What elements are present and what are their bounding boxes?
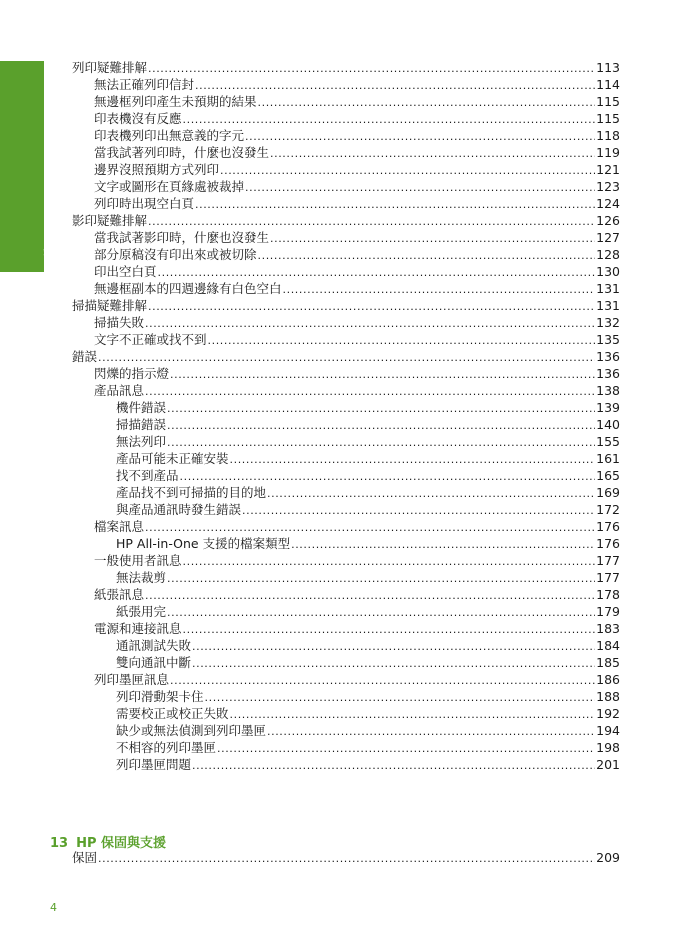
dot-leader <box>170 671 595 688</box>
toc-entry-page: 130 <box>596 264 620 279</box>
toc-entry-page: 140 <box>596 417 620 432</box>
toc-entry[interactable] <box>116 467 620 484</box>
dot-leader <box>291 535 595 552</box>
toc-entry-page: 127 <box>596 230 620 245</box>
toc-entry-page: 121 <box>596 162 620 177</box>
toc-entry-title: 列印滑動架卡住 <box>116 689 204 704</box>
dot-leader <box>180 467 596 484</box>
toc-entry-title: 文字不正確或找不到 <box>94 332 207 347</box>
toc-entry-title: 保固 <box>72 850 98 865</box>
dot-leader <box>145 518 595 535</box>
toc-entry-title: 找不到產品 <box>116 468 179 483</box>
dot-leader <box>230 450 596 467</box>
toc-entry-title: 邊界沒照預期方式列印 <box>94 162 220 177</box>
toc-entry-title: 列印時出現空白頁 <box>94 196 195 211</box>
toc-entry[interactable] <box>94 195 620 212</box>
toc-entry-page: 185 <box>596 655 620 670</box>
toc-entry-title: 掃描疑難排解 <box>72 298 148 313</box>
dot-leader <box>98 849 595 866</box>
toc-entry-title: 列印疑難排解 <box>72 60 148 75</box>
toc-entry-title: 產品找不到可掃描的目的地 <box>116 485 267 500</box>
toc-entry-title: 當我試著影印時，什麼也沒發生 <box>94 230 270 245</box>
dot-leader <box>145 382 595 399</box>
toc-entry-page: 136 <box>596 366 620 381</box>
toc-entry-page: 132 <box>596 315 620 330</box>
toc-entry[interactable] <box>116 484 620 501</box>
toc-entry-page: 176 <box>596 519 620 534</box>
toc-entry-title: 錯誤 <box>72 349 98 364</box>
toc-entry[interactable] <box>94 382 620 399</box>
toc-entry-page: 178 <box>596 587 620 602</box>
chapter-number: 13 <box>50 836 69 851</box>
toc-entry-page: 169 <box>596 485 620 500</box>
toc-entry[interactable] <box>94 246 620 263</box>
toc-entry-page: 179 <box>596 604 620 619</box>
dot-leader <box>242 501 595 518</box>
dot-leader <box>192 654 595 671</box>
toc-entry-page: 123 <box>596 179 620 194</box>
toc-entry-title: 無邊框副本的四週邊緣有白色空白 <box>94 281 282 296</box>
toc-entry[interactable] <box>116 637 620 654</box>
toc-entry-page: 118 <box>596 128 620 143</box>
toc-entry[interactable] <box>116 433 620 450</box>
dot-leader <box>270 144 595 161</box>
toc-entry[interactable] <box>72 59 620 76</box>
toc-entry-page: 177 <box>596 570 620 585</box>
toc-entry-title: 無法列印 <box>116 434 167 449</box>
toc-entry-page: 155 <box>596 434 620 449</box>
toc-entry[interactable] <box>94 314 620 331</box>
dot-leader <box>208 331 596 348</box>
toc-entry[interactable] <box>116 654 620 671</box>
toc-entry[interactable] <box>116 705 620 722</box>
toc-entry-page: 194 <box>596 723 620 738</box>
toc-entry[interactable] <box>94 161 620 178</box>
toc-entry[interactable] <box>94 586 620 603</box>
toc-entry-page: 131 <box>596 298 620 313</box>
toc-entry-page: 183 <box>596 621 620 636</box>
toc-entry-title: 無法裁剪 <box>116 570 167 585</box>
toc-entry-page: 135 <box>596 332 620 347</box>
dot-leader <box>258 246 596 263</box>
toc-entry-page: 198 <box>596 740 620 755</box>
toc-entry-title: 紙張用完 <box>116 604 167 619</box>
toc-entry-title: 不相容的列印墨匣 <box>116 740 217 755</box>
toc-entry-page: 177 <box>596 553 620 568</box>
toc-entry-page: 128 <box>596 247 620 262</box>
toc-entry-title: 閃爍的指示燈 <box>94 366 170 381</box>
toc-entry-title: 需要校正或校正失敗 <box>116 706 229 721</box>
dot-leader <box>145 314 595 331</box>
toc-entry-page: 186 <box>596 672 620 687</box>
chapter-title: HP 保固與支援 <box>76 836 167 851</box>
toc-entry-title: 印表機沒有反應 <box>94 111 182 126</box>
dot-leader <box>167 569 595 586</box>
toc-entry[interactable] <box>94 127 620 144</box>
toc-entry[interactable] <box>94 280 620 297</box>
toc-entry[interactable] <box>94 93 620 110</box>
toc-entry-page: 131 <box>596 281 620 296</box>
toc-entry-page: 201 <box>596 757 620 772</box>
toc-entry-page: 126 <box>596 213 620 228</box>
toc-entry[interactable] <box>72 849 620 866</box>
toc-entry[interactable] <box>116 688 620 705</box>
dot-leader <box>245 127 595 144</box>
toc-entry-title: 影印疑難排解 <box>72 213 148 228</box>
toc-entry[interactable] <box>116 535 620 552</box>
toc-entry[interactable] <box>116 416 620 433</box>
toc-entry-title: 列印墨匣訊息 <box>94 672 170 687</box>
toc-entry-page: 188 <box>596 689 620 704</box>
dot-leader <box>267 484 595 501</box>
toc-entry[interactable] <box>116 739 620 756</box>
dot-leader <box>183 110 596 127</box>
toc-entry[interactable] <box>94 144 620 161</box>
dot-leader <box>192 756 595 773</box>
toc-entry[interactable] <box>94 331 620 348</box>
toc-entry[interactable] <box>72 297 620 314</box>
toc-entry-title: 印表機列印出無意義的字元 <box>94 128 245 143</box>
toc-entry-page: 115 <box>596 111 620 126</box>
toc-entry-title: 紙張訊息 <box>94 587 145 602</box>
toc-entry[interactable] <box>72 348 620 365</box>
dot-leader <box>148 212 595 229</box>
toc-entry[interactable] <box>116 756 620 773</box>
toc-entry-page: 124 <box>596 196 620 211</box>
toc-entry-title: 通訊測試失敗 <box>116 638 192 653</box>
toc-entry-title: 檔案訊息 <box>94 519 145 534</box>
toc-entry-title: 掃描失敗 <box>94 315 145 330</box>
toc-entry-page: 113 <box>596 60 620 75</box>
dot-leader <box>283 280 596 297</box>
toc-entry-title: 印出空白頁 <box>94 264 157 279</box>
toc-entry-title: HP All-in-One 支援的檔案類型 <box>116 536 291 551</box>
dot-leader <box>267 722 595 739</box>
toc-entry[interactable] <box>72 212 620 229</box>
toc-entry-title: 電源和連接訊息 <box>94 621 182 636</box>
dot-leader <box>258 93 596 110</box>
toc-entry-page: 176 <box>596 536 620 551</box>
toc-entry-title: 產品訊息 <box>94 383 145 398</box>
toc-entry[interactable] <box>94 76 620 93</box>
dot-leader <box>148 297 595 314</box>
dot-leader <box>230 705 596 722</box>
toc-entry[interactable] <box>94 620 620 637</box>
toc-entry[interactable] <box>94 110 620 127</box>
dot-leader <box>245 178 595 195</box>
toc-entry-title: 當我試著列印時，什麼也沒發生 <box>94 145 270 160</box>
toc-entry-page: 172 <box>596 502 620 517</box>
dot-leader <box>158 263 596 280</box>
toc-entry[interactable] <box>116 569 620 586</box>
dot-leader <box>195 195 595 212</box>
toc-entry-title: 無邊框列印產生未預期的結果 <box>94 94 257 109</box>
dot-leader <box>183 620 596 637</box>
dot-leader <box>167 416 595 433</box>
toc-entry-page: 209 <box>596 850 620 865</box>
dot-leader <box>220 161 595 178</box>
dot-leader <box>145 586 595 603</box>
toc-entry-page: 114 <box>596 77 620 92</box>
toc-entry[interactable] <box>116 603 620 620</box>
toc-entry[interactable] <box>94 263 620 280</box>
toc-entry[interactable] <box>94 365 620 382</box>
toc-entry-title: 機件錯誤 <box>116 400 167 415</box>
dot-leader <box>192 637 595 654</box>
toc-entry-title: 文字或圖形在頁緣處被裁掉 <box>94 179 245 194</box>
toc-entry[interactable] <box>94 671 620 688</box>
dot-leader <box>270 229 595 246</box>
dot-leader <box>167 603 595 620</box>
toc-entry-title: 產品可能未正確安裝 <box>116 451 229 466</box>
dot-leader <box>148 59 595 76</box>
toc-entry-page: 192 <box>596 706 620 721</box>
toc-entry[interactable] <box>94 552 620 569</box>
dot-leader <box>167 433 595 450</box>
toc-entry[interactable] <box>116 399 620 416</box>
toc-entry[interactable] <box>94 178 620 195</box>
toc-entry[interactable] <box>116 501 620 518</box>
toc-entry-page: 165 <box>596 468 620 483</box>
toc-entry-title: 無法正確列印信封 <box>94 77 195 92</box>
toc-entry-page: 115 <box>596 94 620 109</box>
dot-leader <box>167 399 595 416</box>
dot-leader <box>170 365 595 382</box>
toc-entry[interactable] <box>94 229 620 246</box>
dot-leader <box>195 76 595 93</box>
toc-entry-page: 184 <box>596 638 620 653</box>
toc-entry-title: 掃描錯誤 <box>116 417 167 432</box>
dot-leader <box>98 348 595 365</box>
toc-entry[interactable] <box>116 450 620 467</box>
toc-entry-title: 一般使用者訊息 <box>94 553 182 568</box>
toc-entry-page: 136 <box>596 349 620 364</box>
dot-leader <box>183 552 596 569</box>
toc-entry-title: 部分原稿沒有印出來或被切除 <box>94 247 257 262</box>
toc-entry-page: 119 <box>596 145 620 160</box>
toc-entry-title: 與產品通訊時發生錯誤 <box>116 502 242 517</box>
toc-entry-page: 139 <box>596 400 620 415</box>
toc-entry[interactable] <box>94 518 620 535</box>
toc-entry-title: 列印墨匣問題 <box>116 757 192 772</box>
dot-leader <box>217 739 595 756</box>
side-tab-label: 目錄 <box>41 236 52 256</box>
toc-entry[interactable] <box>116 722 620 739</box>
toc-entry-title: 雙向通訊中斷 <box>116 655 192 670</box>
toc-entry-title: 缺少或無法偵測到列印墨匣 <box>116 723 267 738</box>
toc-entry-page: 138 <box>596 383 620 398</box>
toc-entry-page: 161 <box>596 451 620 466</box>
dot-leader <box>205 688 596 705</box>
page-number: 4 <box>50 901 57 914</box>
